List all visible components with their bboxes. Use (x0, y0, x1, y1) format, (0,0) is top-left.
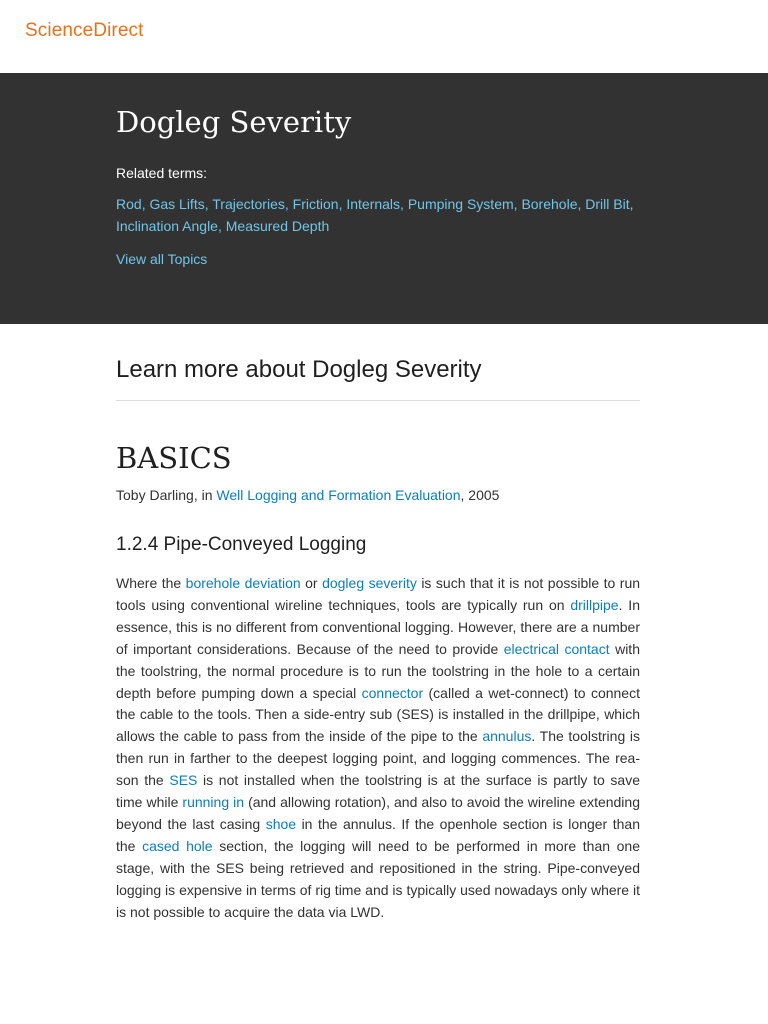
term-link-running-in[interactable]: running in (182, 794, 245, 811)
sciencedirect-logo[interactable]: ScienceDirect (25, 20, 144, 41)
text-span: is such that it is not possible to run tools using conventional wireline techniques, tools are typically run on (116, 575, 641, 613)
text-span: . The toolstring is then run in farther to the deepest logging point, and logging commences. The rea-son the (116, 728, 640, 789)
text-span: section, the logging will need to be performed in more than one stage, with the SES being retrieved and repositioned in the string. Pipe-conveyed logging is expensive in terms of rig time and is typically used nowadays only where it is not possible to acquire the data via LWD. (116, 837, 641, 920)
chapter-title: BASICS (116, 441, 232, 475)
term-link-drillpipe[interactable]: drillpipe (570, 596, 619, 613)
related-term-link[interactable]: Drill Bit (585, 196, 630, 212)
text-span: or (300, 575, 323, 591)
text-span: in the annulus. If the openhole section is longer than the (116, 815, 640, 854)
related-terms-label: Related terms: (116, 165, 208, 181)
related-term-link[interactable]: Friction (292, 196, 339, 212)
top-bar (0, 0, 768, 73)
term-link-ses[interactable]: SES (169, 772, 198, 789)
related-term-link[interactable]: Pumping System (407, 196, 514, 212)
book-title-link[interactable]: Well Logging and Formation Evaluation (216, 487, 461, 503)
related-terms-list: Rod, Gas Lifts, Trajectories, Friction, Internals, Pumping System, Borehole, Drill Bit, Inclination Angle, Measured Depth (116, 196, 634, 234)
related-term-link[interactable]: Measured Depth (225, 218, 330, 234)
text-span: is not installed when the toolstring is at the surface is partly to save time while (116, 772, 640, 811)
term-link-borehole-deviation[interactable]: borehole deviation (185, 575, 301, 591)
hero-content (116, 105, 646, 269)
text-span: (and allowing rotation), and also to avoid the wireline extending beyond the last casing (116, 794, 640, 832)
term-link-electrical-contact[interactable]: electrical contact (503, 640, 610, 657)
main-content (116, 353, 640, 938)
byline-year: , 2005 (460, 487, 500, 503)
text-span: with the toolstring, the normal procedure is to run the toolstring in the hole to a certain depth before pumping down a special (116, 640, 640, 701)
view-all-topics-link[interactable]: View all Topics (116, 251, 208, 267)
text-span: Where the (116, 575, 186, 591)
related-term-link[interactable]: Borehole (521, 196, 578, 212)
term-link-shoe[interactable]: shoe (265, 815, 297, 832)
term-link-dogleg-severity[interactable]: dogleg severity (322, 575, 417, 591)
term-link-annulus[interactable]: annulus (482, 728, 532, 745)
page-title: Dogleg Severity (116, 105, 352, 139)
term-link-cased-hole[interactable]: cased hole (142, 837, 213, 854)
text-span: . In essence, this is no different from conventional logging. However, there are a number of important considerations. Because of the need to provide (116, 596, 640, 657)
related-term-link[interactable]: Inclination Angle (116, 218, 218, 234)
text-span: (called a wet-connect) to connect the cable to the tools. Then a side-entry sub (SES) is installed in the drillpipe, which allows the cable to pass from the inside of the pipe to the (116, 684, 640, 745)
byline (116, 485, 640, 505)
related-term-link[interactable]: Gas Lifts (149, 196, 205, 212)
term-link-connector[interactable]: connector (361, 684, 424, 701)
body-paragraph (116, 573, 640, 924)
topic-hero (0, 73, 768, 324)
subsection-title: 1.2.4 Pipe-Conveyed Logging (116, 534, 367, 555)
learn-more-heading: Learn more about Dogleg Severity (116, 353, 640, 401)
byline-author: Toby Darling, in (116, 487, 217, 503)
related-term-link[interactable]: Trajectories (212, 196, 285, 212)
related-term-link[interactable]: Internals (346, 196, 401, 212)
related-term-link[interactable]: Rod (116, 196, 142, 212)
